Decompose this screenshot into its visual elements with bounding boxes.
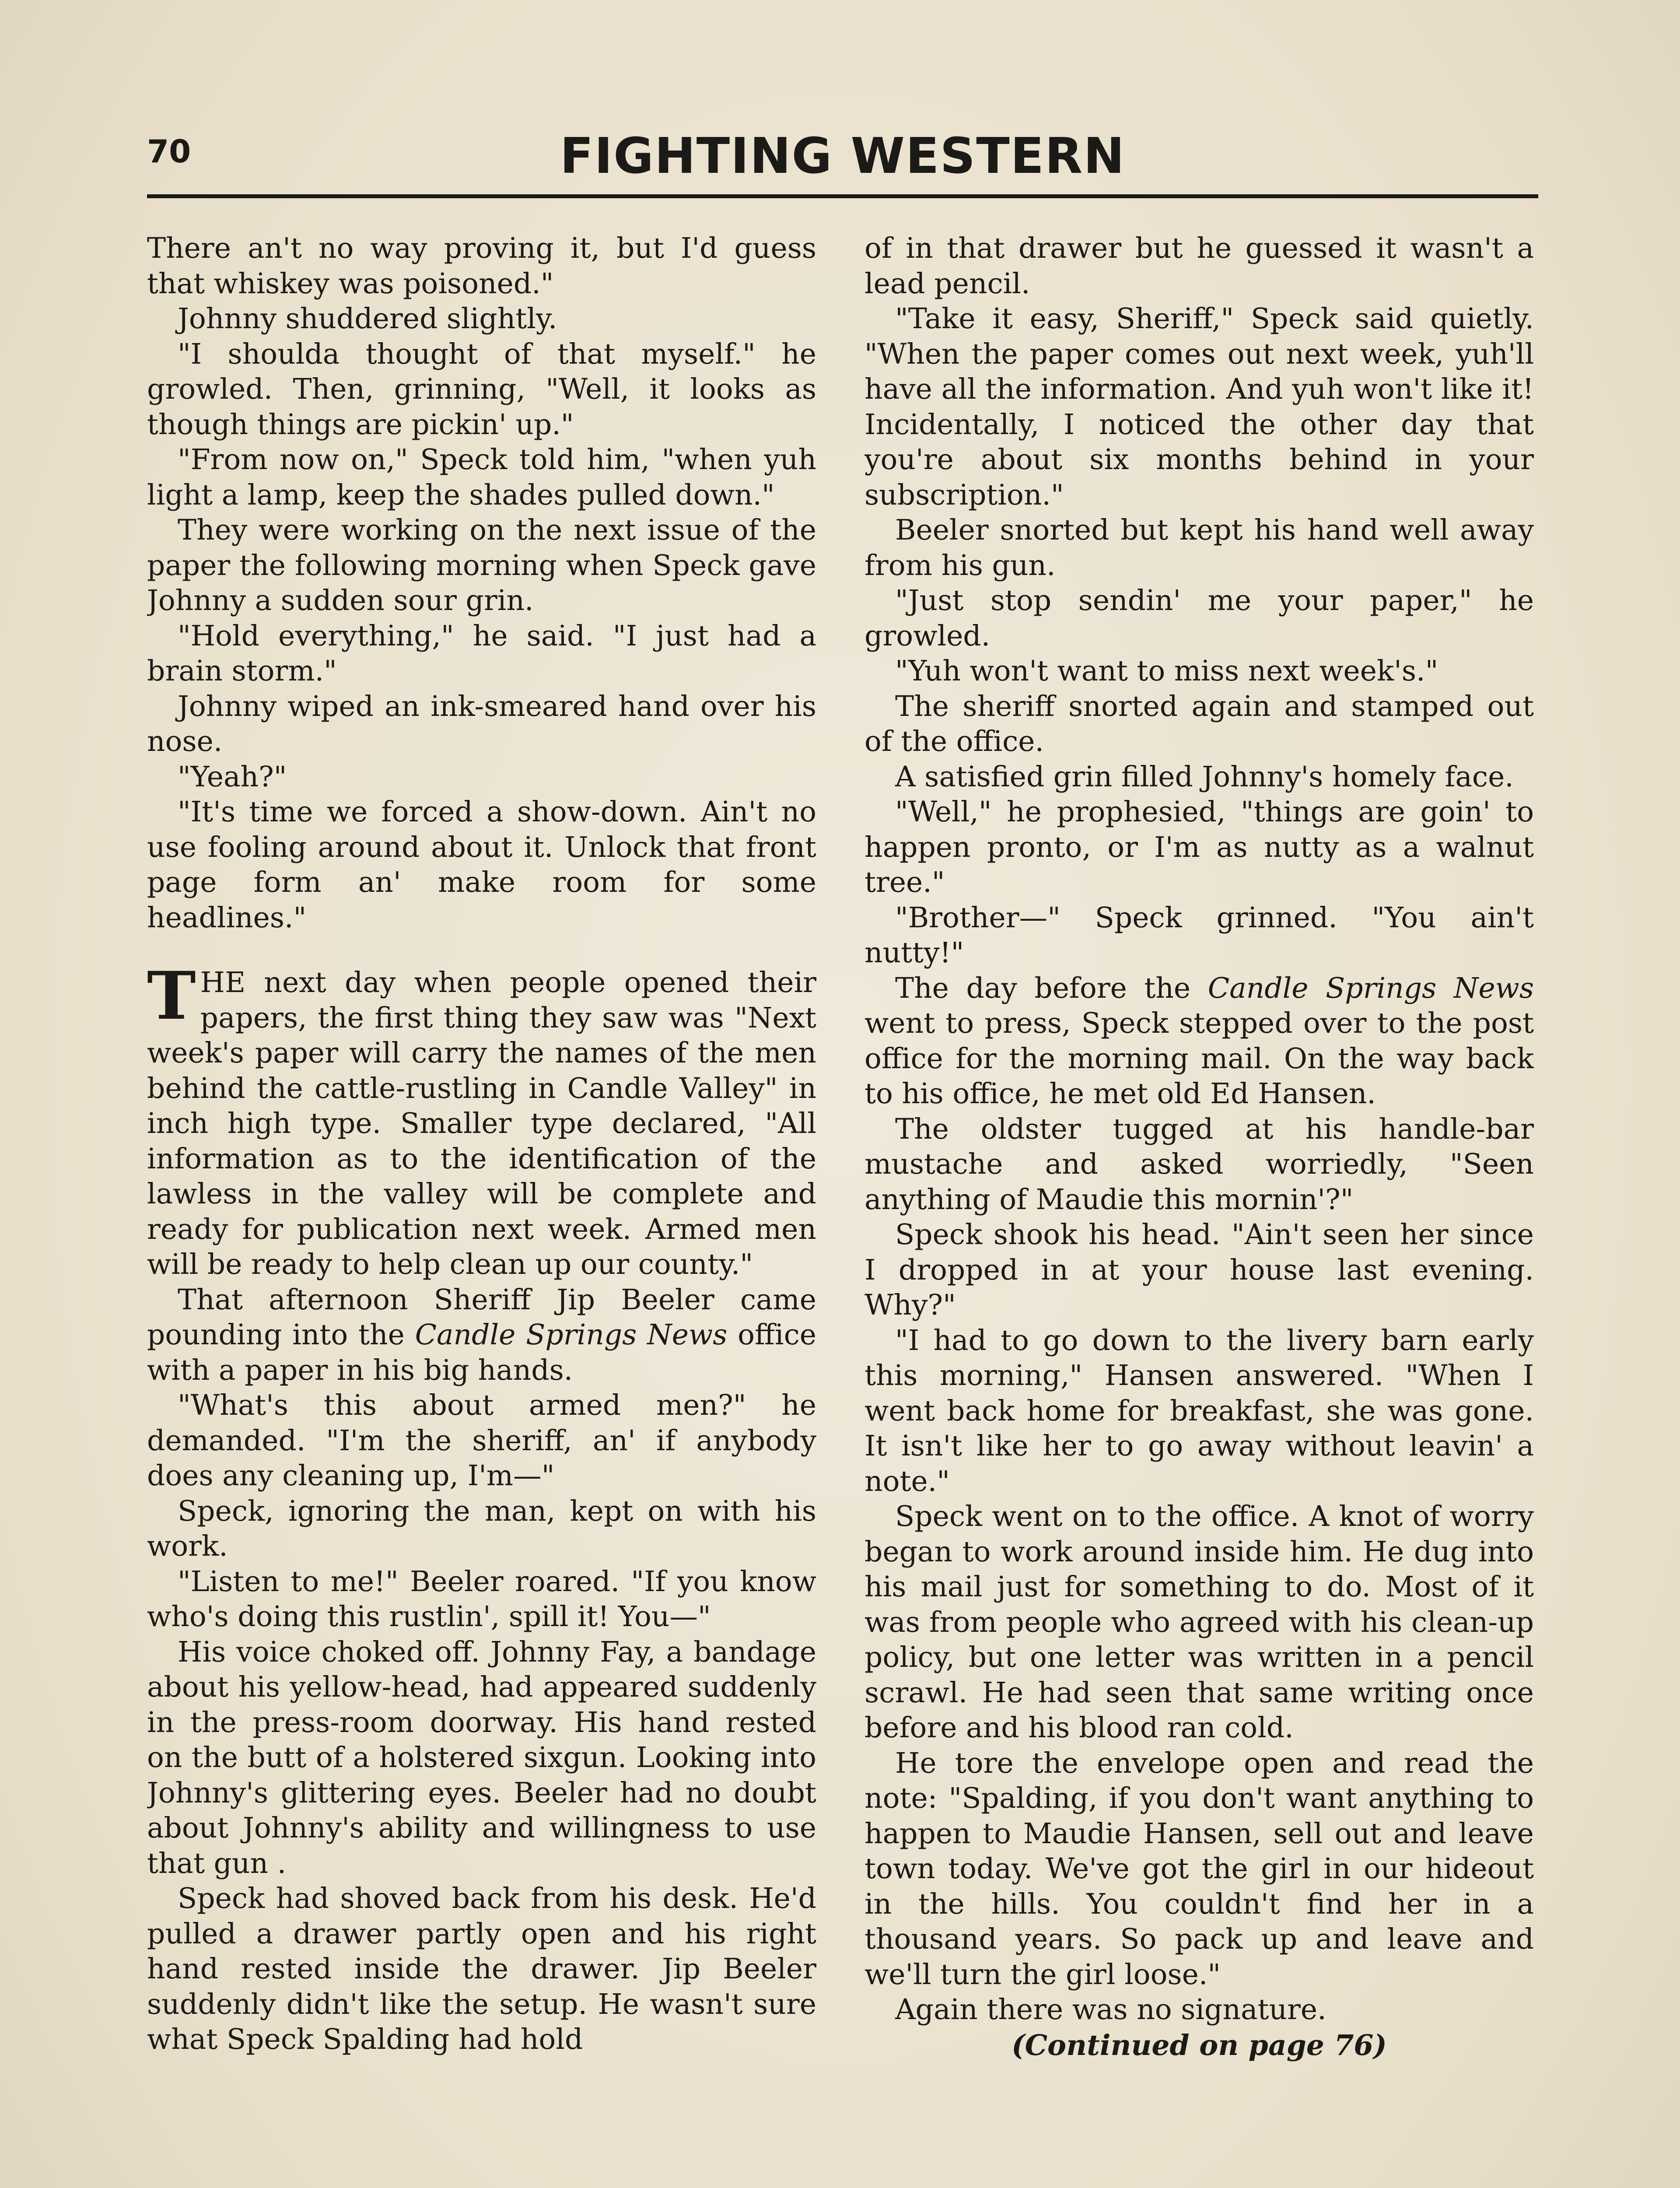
magazine-title: FIGHTING WESTERN <box>560 128 1126 185</box>
newspaper-name: Candle Springs News <box>1208 971 1534 1005</box>
paragraph-text: "I shoulda thought of that myself." he growled. Then, grinning, "Well, it looks as though things are pickin' up." <box>147 337 816 441</box>
paragraph-text: His voice choked off. Johnny Fay, a bandage about his yellow-head, had appeared suddenly in the press-room doorway. His hand rested on the butt of a holstered sixgun. Looking into Johnny's glittering eyes. Beeler had no doubt about Johnny's ability and willingness to use that gun . <box>147 1635 816 1880</box>
paragraph <box>864 654 1534 689</box>
paragraph <box>147 1635 816 1882</box>
newspaper-name: Candle Springs News <box>415 1318 728 1351</box>
paragraph <box>864 1217 1534 1323</box>
paragraph-text: The sheriff snorted again and stamped out of the office. <box>864 690 1534 758</box>
paragraph <box>864 1112 1534 1218</box>
paragraph-text: Again there was no signature. <box>895 1993 1326 2026</box>
paragraph <box>147 337 816 443</box>
paragraph <box>864 1746 1534 1993</box>
paragraph <box>147 1388 816 1494</box>
paragraph-text: "I had to go down to the livery barn early this morning," Hansen answered. "When I went back home for breakfast, she was gone. It isn't like her to go away without leavin' a note." <box>864 1324 1534 1498</box>
paragraph <box>864 1499 1534 1746</box>
paragraph <box>147 302 816 337</box>
paragraph-text: went to press, Speck stepped over to the post office for the morning mail. On the way back to his office, he met old Ed Hansen. <box>864 1007 1534 1110</box>
drop-cap: T <box>147 957 196 1034</box>
header-rule <box>147 194 1538 198</box>
paragraph-text: "Brother—" Speck grinned. "You ain't nutty!" <box>864 901 1534 969</box>
paragraph-text: Johnny shuddered slightly. <box>178 302 557 335</box>
paragraph <box>864 1323 1534 1500</box>
paragraph-text: "Well," he prophesied, "things are goin' to happen pronto, or I'm as nutty as a walnut tree." <box>864 796 1534 899</box>
paragraph-text: "From now on," Speck told him, "when yuh light a lamp, keep the shades pulled down." <box>147 443 816 512</box>
page-header <box>147 128 1538 193</box>
paragraph-text: of in that drawer but he guessed it wasn't a lead pencil. <box>864 232 1534 300</box>
paragraph-text: They were working on the next issue of the paper the following morning when Speck gave Johnny a sudden sour grin. <box>147 514 816 617</box>
paragraph-text: "What's this about armed men?" he demanded. "I'm the sheriff, an' if anybody does any cleaning up, I'm—" <box>147 1389 816 1492</box>
paragraph <box>147 513 816 619</box>
paragraph-text: "Yuh won't want to miss next week's." <box>895 655 1438 687</box>
paragraph <box>147 1564 816 1635</box>
paragraph <box>147 760 816 795</box>
paragraph <box>147 957 816 1283</box>
continued-note: (Continued on page 76) <box>1012 2028 1387 2062</box>
paragraph <box>147 689 816 760</box>
paragraph-text: "Yeah?" <box>178 760 287 793</box>
paragraph <box>147 1494 816 1564</box>
paragraph-text: Speck, ignoring the man, kept on with his work. <box>147 1494 816 1563</box>
paragraph <box>147 795 816 936</box>
paragraph-text: Speck went on to the office. A knot of worry began to work around inside him. He dug into his mail just for something to do. Most of it was from people who agreed with his clean-up policy, but one letter was written in a pencil scrawl. He had seen that same writing once before and his blood ran cold. <box>864 1500 1534 1744</box>
paragraph-text: Speck shook his head. "Ain't seen her since I dropped in at your house last evening. Why?" <box>864 1218 1534 1322</box>
paragraph-lead: HE next day when people opened their papers, the first thing they saw was <box>200 966 816 1034</box>
paragraph <box>147 619 816 689</box>
paragraph <box>864 760 1534 795</box>
paragraph <box>147 1881 816 2058</box>
paragraph-text: There an't no way proving it, but I'd guess that whiskey was poisoned." <box>147 232 816 300</box>
paragraph-text: "Listen to me!" Beeler roared. "If you know who's doing this rustlin', spill it! You—" <box>147 1565 816 1633</box>
paragraph-text: Speck had shoved back from his desk. He'd pulled a drawer partly open and his right hand rested inside the drawer. Jip Beeler suddenly didn't like the setup. He wasn't sure what Speck Spalding had hold <box>147 1882 816 2056</box>
paragraph-text: "It's time we forced a show-down. Ain't no use fooling around about it. Unlock that front page form an' make room for some headlines." <box>147 796 816 934</box>
paragraph <box>864 689 1534 760</box>
right-text-column <box>864 231 1534 2188</box>
page-number: 70 <box>147 133 191 170</box>
paragraph <box>864 971 1534 1112</box>
paragraph-text: A satisfied grin filled Johnny's homely face. <box>895 760 1514 793</box>
paragraph <box>147 1283 816 1389</box>
paragraph-text: Johnny wiped an ink-smeared hand over his nose. <box>147 690 816 758</box>
paragraph <box>864 231 1534 302</box>
paragraph-text: The oldster tugged at his handle-bar mustache and asked worriedly, "Seen anything of Maudie this mornin'?" <box>864 1112 1534 1216</box>
paragraph-text: "Hold everything," he said. "I just had a brain storm." <box>147 619 816 687</box>
paragraph <box>147 442 816 513</box>
paragraph <box>864 583 1534 654</box>
paragraph-lead: That afternoon Sheriff Jip Beeler came pounding into the <box>147 1283 816 1351</box>
left-text-column <box>147 231 816 2188</box>
paragraph-text: office with a paper in his big hands. <box>147 1318 816 1387</box>
paragraph <box>147 231 816 302</box>
paragraph-text: "Next week's paper will carry the names of the men behind the cattle-rustling in Candle Valley" in inch high type. Smaller type declared, "All information as to the identification of the lawless in the valley will be complete and ready for publication next week. Armed men will be ready to help clean up our county." <box>147 1001 816 1281</box>
paragraph <box>864 795 1534 901</box>
paragraph <box>864 302 1534 513</box>
paragraph <box>864 1992 1534 2028</box>
paragraph-lead: The day before the <box>895 971 1208 1005</box>
paragraph-text: "Take it easy, Sheriff," Speck said quietly. "When the paper comes out next week, yuh'll have all the information. And yuh won't like it! Incidentally, I noticed the other day that you're about six months behind in your subscription." <box>864 302 1534 512</box>
paragraph <box>864 513 1534 583</box>
paragraph-text: Beeler snorted but kept his hand well away from his gun. <box>864 514 1534 582</box>
paragraph <box>864 901 1534 971</box>
paragraph-text: He tore the envelope open and read the note: "Spalding, if you don't want anything to happen to Maudie Hansen, sell out and leave town today. We've got the girl in our hideout in the hills. You couldn't find her in a thousand years. So pack up and leave and we'll turn the girl loose." <box>864 1746 1534 1991</box>
paragraph-text: "Just stop sendin' me your paper," he growled. <box>864 584 1534 652</box>
